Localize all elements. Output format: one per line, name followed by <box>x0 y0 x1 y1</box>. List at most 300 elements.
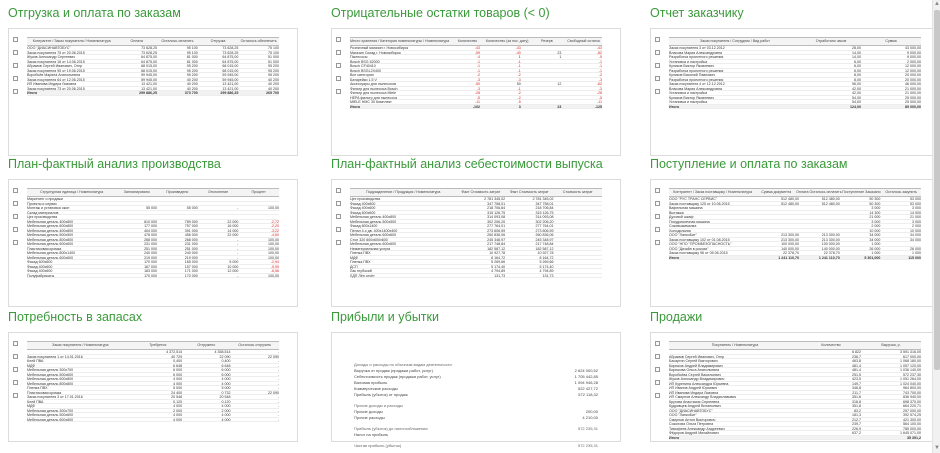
table-cell: 268 000 <box>184 237 198 242</box>
table-cell: ЛДП Лён отчёт <box>350 273 375 278</box>
table-cell <box>554 265 602 269</box>
table-cell: 5 000 <box>221 386 231 390</box>
table-cell: -50 <box>474 82 481 86</box>
expand-icon[interactable] <box>13 188 18 193</box>
table-cell <box>521 96 562 100</box>
table-cell: 5 174,40 <box>539 264 554 269</box>
report-title-link[interactable]: Отчет заказчику <box>650 6 744 20</box>
table-cell: - <box>237 251 239 255</box>
table-cell: Фасад 600х600 <box>27 260 53 264</box>
table-cell: 213 300,00 <box>781 237 800 242</box>
profit-loss-body <box>354 357 598 449</box>
expand-icon[interactable] <box>336 76 341 81</box>
table-cell: - <box>237 237 239 242</box>
table-cell: 251 000 <box>184 246 198 251</box>
table-cell <box>799 215 840 219</box>
report-table <box>669 341 921 440</box>
table-cell: Установка и настройка <box>669 100 708 104</box>
column-header: Резерв <box>541 39 553 44</box>
table-cell: 260 836,06 <box>487 233 506 237</box>
expand-icon[interactable] <box>13 393 18 398</box>
report-preview[interactable] <box>650 332 940 442</box>
table-cell: 1 036 140,00 <box>900 368 921 372</box>
expand-icon[interactable] <box>13 240 18 245</box>
expand-icon[interactable] <box>336 63 341 68</box>
table-cell: Соковыжималка <box>669 224 697 228</box>
table-cell: 4 000 <box>221 404 231 408</box>
table-cell: 21 000 <box>909 215 921 219</box>
expand-icon[interactable] <box>336 89 341 94</box>
table-cell: Холодильник <box>669 228 691 233</box>
pl-label: Доходы и расходы по обычным видам деятельности <box>354 362 452 367</box>
table-cell: 100,00 <box>267 206 279 210</box>
table-cell: Мебельная деталь 800х1400 <box>27 251 76 255</box>
table-cell: 4 000 <box>173 413 183 417</box>
table-cell <box>554 260 602 264</box>
table-cell: 140 000,00 <box>781 246 800 251</box>
expand-icon[interactable] <box>655 227 660 232</box>
table-cell: -3 <box>476 77 481 82</box>
report-preview[interactable] <box>8 28 298 156</box>
table-cell: 743 700,00 <box>903 390 921 395</box>
total-cell: 265 700 <box>265 91 279 95</box>
tree-gutter <box>336 188 346 253</box>
table-cell: 217 748,84 <box>487 242 506 246</box>
table-cell <box>554 238 602 242</box>
expand-icon[interactable] <box>13 227 18 232</box>
table-cell <box>880 242 921 246</box>
table-cell: -1 <box>517 59 521 64</box>
table-cell: 59 945,00 <box>141 73 158 77</box>
table-cell <box>554 202 602 206</box>
expand-icon[interactable] <box>13 214 18 219</box>
report-preview[interactable] <box>331 332 621 448</box>
table-cell: 83,2 <box>854 408 861 413</box>
table-cell: 68 015,00 <box>222 64 239 68</box>
table-cell <box>554 274 602 278</box>
table-cell: - <box>277 381 280 386</box>
table-cell: Фильтр для пылесоса Miele <box>350 91 397 95</box>
column-header: Отгружено <box>197 343 216 348</box>
column-header: Факт Стоимость затрат <box>509 190 549 195</box>
report-header-row <box>350 188 602 197</box>
table-cell: 231 000 <box>144 242 158 246</box>
table-cell: 6,00 <box>854 64 861 68</box>
table-cell: 1 645 071,00 <box>900 431 921 435</box>
table-cell: Цех производства <box>27 215 58 219</box>
table-cell: 13 421,00 <box>141 86 158 91</box>
expand-icon[interactable] <box>655 50 660 55</box>
expand-icon[interactable] <box>13 63 18 68</box>
table-cell: - <box>277 372 280 377</box>
table-cell: 73 628,25 <box>222 46 239 50</box>
table-cell <box>27 350 134 354</box>
total-cell: Итого <box>669 255 680 260</box>
expand-icon[interactable] <box>655 240 660 245</box>
table-cell: 21 000,00 <box>905 91 921 95</box>
table-cell: 347 758,01 <box>487 201 506 206</box>
pl-label: Прочие доходы и расходы <box>354 403 403 408</box>
table-cell: 157 000 <box>184 264 198 269</box>
table-cell: ИП Куренина Александра Юрьевна <box>669 381 729 386</box>
report-header-row <box>27 37 279 46</box>
total-cell: -102 <box>472 104 481 109</box>
table-cell: 964 800,00 <box>903 386 921 390</box>
expand-icon[interactable] <box>336 201 341 206</box>
expand-icon[interactable] <box>336 214 341 219</box>
total-row <box>27 91 279 96</box>
table-cell: -3,22 <box>270 228 279 233</box>
table-cell: 4 000 <box>173 404 183 408</box>
expand-icon[interactable] <box>655 89 660 94</box>
table-cell: 5 269,66 <box>539 260 554 264</box>
report-preview[interactable] <box>8 179 298 307</box>
table-cell: 478 000 <box>144 233 158 237</box>
table-cell: 95 200 <box>186 73 198 77</box>
table-cell: 40 200 <box>267 82 279 86</box>
table-cell: 351,6 <box>852 395 861 399</box>
table-cell: 16 000 <box>227 224 239 228</box>
table-cell: -43 <box>515 46 521 50</box>
total-cell: 124,00 <box>850 104 861 109</box>
table-cell: 302 206,20 <box>535 219 554 224</box>
table-cell: 2 000,00 <box>907 59 921 64</box>
table-cell: 4 794,89 <box>491 269 506 273</box>
table-cell: 5 269,66 <box>491 260 506 264</box>
table-cell: 54,00 <box>852 100 861 104</box>
report-card[interactable] <box>331 6 621 109</box>
expand-icon[interactable] <box>336 240 341 245</box>
table-cell: 95 100 <box>186 50 198 55</box>
table-cell <box>521 64 562 68</box>
report-title-link[interactable]: Потребность в запасах <box>8 310 143 324</box>
expand-icon[interactable] <box>655 76 660 81</box>
pl-value: 200,00 <box>585 409 598 414</box>
table-cell: 50 300 <box>869 201 881 206</box>
table-cell: 1 024 040,00 <box>900 381 921 386</box>
scrollbar-thumb[interactable] <box>934 10 940 370</box>
table-cell <box>554 206 602 210</box>
table-cell: 14,00 <box>852 50 861 55</box>
expand-icon[interactable] <box>655 201 660 206</box>
table-cell: 392 574,25 <box>903 413 921 417</box>
total-cell: 373 700 <box>184 91 198 95</box>
table-cell: 463,8 <box>852 359 861 363</box>
table-cell: 4 000 <box>221 417 231 422</box>
table-cell: 95 200 <box>267 64 279 68</box>
table-cell: Мебельная деталь 500х600 <box>27 372 74 377</box>
report-card[interactable] <box>8 310 298 422</box>
table-cell: 1 <box>559 55 562 59</box>
expand-icon[interactable] <box>655 354 660 359</box>
report-title-link[interactable]: Поступление и оплата по заказам <box>650 157 848 171</box>
table-cell: Магазин Склад г. Новосибирск <box>350 50 401 55</box>
table-cell: -82 <box>596 50 602 55</box>
table-cell: 273 606,59 <box>487 228 506 233</box>
table-cell: МДФ <box>27 363 36 368</box>
table-cell <box>198 197 239 201</box>
table-cell: 100,00 <box>267 237 279 242</box>
column-header: Факт Стоимость затрат <box>461 190 501 195</box>
table-cell: 26 000 <box>909 246 921 251</box>
table-cell: Цех производства <box>350 197 381 201</box>
table-cell: 100 000,00 <box>821 242 840 246</box>
table-cell: 53 000 <box>909 197 921 201</box>
column-header: Требуется <box>149 343 167 348</box>
expand-icon[interactable] <box>655 37 660 42</box>
table-cell: 213 300,00 <box>781 233 800 237</box>
table-cell: 4 372,514 <box>166 350 183 354</box>
table-cell: Разработка проектного решения <box>669 55 724 59</box>
table-cell: Пленка ПВХ <box>350 260 371 264</box>
expand-icon[interactable] <box>336 50 341 55</box>
expand-icon[interactable] <box>13 89 18 94</box>
table-cell: 64 875,00 <box>141 55 158 59</box>
table-cell <box>758 220 799 224</box>
table-cell <box>758 224 799 228</box>
table-cell: 1 068 180,00 <box>900 359 921 363</box>
table-cell: Пластиковая кромка <box>27 390 62 395</box>
pl-value: 4 210,00 <box>582 415 598 420</box>
table-cell: -3 <box>598 77 602 82</box>
table-cell: 10 927,78 <box>489 251 506 255</box>
report-preview[interactable] <box>650 28 940 156</box>
table-cell: Мебельная деталь 400х800 <box>350 215 397 219</box>
table-cell: 2 000 <box>221 408 231 413</box>
table-cell: 182 587,12 <box>535 246 554 251</box>
table-cell: 95 200 <box>267 73 279 77</box>
report-preview[interactable] <box>331 28 621 156</box>
expand-icon[interactable] <box>336 37 341 42</box>
report-preview[interactable] <box>331 179 621 307</box>
table-cell: 59 945,00 <box>222 73 239 77</box>
table-cell: 564 100,00 <box>903 422 921 426</box>
table-cell: 456 000 <box>184 233 198 237</box>
expand-icon[interactable] <box>655 341 660 346</box>
table-cell: -4 <box>476 55 481 59</box>
table-cell: 251 000 <box>144 246 158 251</box>
table-cell <box>554 242 602 246</box>
expand-icon[interactable] <box>655 380 660 385</box>
table-cell: Мебельная деталь 400х800 <box>27 228 74 233</box>
table-cell: 59 945,00 <box>222 77 239 82</box>
table-cell: - <box>277 413 280 417</box>
table-cell: 273 606,59 <box>535 228 554 233</box>
report-card[interactable] <box>331 157 621 278</box>
table-cell: Клей ПВА <box>27 399 44 404</box>
table-cell: 211,7 <box>852 390 861 395</box>
expand-icon[interactable] <box>336 227 341 232</box>
table-cell: 2 781 345,02 <box>532 197 554 201</box>
table-cell: Смирнов Антон Викторович <box>669 417 716 422</box>
table-cell: Bosch BSG 62000 <box>350 59 380 64</box>
table-cell: 404 000 <box>144 228 158 233</box>
table-cell: 75 100 <box>267 50 279 55</box>
table-cell <box>198 202 239 206</box>
table-cell: 43 000,00 <box>905 46 921 50</box>
table-cell: Фасад 600х600 <box>350 210 376 215</box>
table-cell: 40 200 <box>186 77 198 82</box>
table-cell: -1 <box>476 59 481 64</box>
report-preview[interactable] <box>650 179 940 307</box>
expand-icon[interactable] <box>336 188 341 193</box>
table-cell: 64 875,00 <box>222 59 239 64</box>
pl-value: 1 705 442,85 <box>574 374 598 379</box>
report-title-link[interactable]: План-фактный анализ себестоимости выпуска <box>331 157 603 171</box>
pl-row <box>354 432 598 438</box>
table-cell: 9 000,00 <box>907 50 921 55</box>
expand-icon[interactable] <box>13 50 18 55</box>
table-cell: 3 591 316,00 <box>900 350 921 354</box>
table-cell: 218 706,84 <box>487 206 506 210</box>
table-cell: - <box>277 417 280 422</box>
table-cell: 1 051 264,00 <box>900 377 921 381</box>
table-cell: 68 015,00 <box>141 64 158 68</box>
table-cell: 10 000 <box>869 228 881 233</box>
total-cell: Итого <box>350 104 361 109</box>
table-cell: -11 <box>475 100 481 104</box>
table-cell: -5 <box>476 95 481 100</box>
table-cell: Разработка проектного решения <box>669 68 724 73</box>
expand-icon[interactable] <box>655 393 660 398</box>
table-cell: 25 000,00 <box>905 95 921 100</box>
table-cell: 22 090 <box>219 354 231 359</box>
report-table <box>669 37 921 109</box>
expand-icon[interactable] <box>13 37 18 42</box>
table-cell: 347 758,01 <box>535 201 554 206</box>
table-cell <box>554 256 602 260</box>
expand-icon[interactable] <box>13 380 18 385</box>
table-cell: 226,9 <box>852 426 861 431</box>
table-cell: 6 000 <box>173 368 183 372</box>
table-cell: - <box>237 242 239 246</box>
table-cell: 315 126,75 <box>487 210 506 215</box>
scroll-up-icon[interactable]: ▲ <box>934 1 940 7</box>
table-cell: 236,7 <box>852 354 861 359</box>
table-cell: Кудрявцев Андрей Витальевич <box>669 404 721 408</box>
table-cell: - <box>277 377 280 381</box>
table-cell: 100,00 <box>267 273 279 278</box>
table-cell: - <box>237 255 239 260</box>
report-card[interactable] <box>8 157 298 278</box>
table-cell: 96,00 <box>852 82 861 86</box>
column-header: Поступление Заказано <box>842 190 881 195</box>
table-cell: ООО "Дизайн в россии" <box>669 246 709 251</box>
column-header: Место хранения / Категория номенклатуры / Номенклатура <box>350 39 450 44</box>
table-cell: 1 057 120,00 <box>900 363 921 368</box>
report-card[interactable] <box>331 310 621 448</box>
table-cell: 218 706,84 <box>535 206 554 210</box>
expand-icon[interactable] <box>655 63 660 68</box>
table-cell: 421 300,00 <box>903 417 921 422</box>
table-cell: Бирюков Андрей Владимирович <box>669 363 723 368</box>
table-cell: 481,4 <box>852 363 861 368</box>
report-title-link[interactable]: Отгрузка и оплата по заказам <box>8 6 181 20</box>
total-cell: Итого <box>27 91 38 95</box>
report-title-link[interactable]: Прибыли и убытки <box>331 310 439 324</box>
table-cell <box>238 202 279 206</box>
table-cell: Заказ покупателя 16 от 14.06.2015 <box>27 59 85 64</box>
report-preview[interactable] <box>8 332 298 442</box>
report-title-link[interactable]: План-фактный анализ производства <box>8 157 221 171</box>
expand-icon[interactable] <box>13 201 18 206</box>
table-cell: - <box>237 273 239 278</box>
total-cell: 299 886,25 <box>220 91 239 95</box>
table-cell: Установка и настройка <box>669 91 708 95</box>
table-cell <box>758 229 799 233</box>
expand-icon[interactable] <box>13 341 18 346</box>
table-row <box>27 418 279 423</box>
report-card[interactable] <box>650 310 940 440</box>
table-cell: 100,00 <box>267 246 279 251</box>
table-cell: 170 000 <box>184 273 198 278</box>
table-cell: 0,120 <box>173 399 183 404</box>
expand-icon[interactable] <box>13 354 18 359</box>
column-header: Осталось закупить <box>885 190 917 195</box>
table-cell <box>554 229 602 233</box>
table-cell: 6 648 <box>221 363 231 368</box>
column-header: Оплата <box>130 39 143 44</box>
table-cell <box>521 87 562 91</box>
table-cell: 1 <box>518 55 521 59</box>
column-header: Запланировано <box>123 190 150 195</box>
table-cell: 42,00 <box>852 86 861 91</box>
table-cell: - <box>277 368 280 372</box>
table-cell: 13 421,00 <box>141 82 158 86</box>
table-cell: - <box>277 395 280 399</box>
table-cell: Фёдоров Андрей Михайлович <box>669 431 719 435</box>
table-cell: 212,7 <box>852 417 861 422</box>
table-cell <box>799 229 840 233</box>
report-card[interactable] <box>650 6 940 109</box>
expand-icon[interactable] <box>13 367 18 372</box>
report-table <box>27 341 279 422</box>
report-card[interactable] <box>650 157 940 260</box>
report-card[interactable] <box>8 6 298 95</box>
table-cell: Абрамов Сергей Иванович, Отпр <box>669 354 725 359</box>
report-title-link[interactable]: Отрицательные остатки товаров (< 0) <box>331 6 550 20</box>
table-cell: 10 000 <box>909 228 921 233</box>
expand-icon[interactable] <box>655 214 660 219</box>
table-cell <box>669 350 801 354</box>
report-header-row <box>350 37 602 46</box>
table-cell: Фасад 400х600 <box>27 264 53 269</box>
table-cell: 34 000 <box>909 233 921 237</box>
table-cell: 165 000 <box>184 260 198 264</box>
table-cell: 50 <box>516 82 521 86</box>
scroll-down-icon[interactable]: ▼ <box>934 445 940 451</box>
table-cell: 100,00 <box>267 242 279 246</box>
table-cell: 12 000 <box>227 269 239 273</box>
expand-icon[interactable] <box>13 76 18 81</box>
vertical-scrollbar[interactable] <box>932 0 940 453</box>
table-cell: Заказ покупателя 1 от 14.01.2016 <box>27 354 83 359</box>
table-cell: 6 000 <box>221 368 231 372</box>
total-cell: 299 886,25 <box>139 91 158 95</box>
table-row <box>350 274 602 279</box>
table-cell: Аксессуары для пылесосов <box>350 82 397 86</box>
table-cell: Мебельная деталь 600х600 <box>27 242 74 246</box>
table-cell: 512 480,00 <box>821 201 840 206</box>
table-cell: 617 000,00 <box>903 354 921 359</box>
table-cell: 4 000 <box>173 417 183 422</box>
table-cell: 0 732 <box>221 390 231 395</box>
expand-icon[interactable] <box>655 188 660 193</box>
pl-row <box>354 392 598 398</box>
report-title-link[interactable]: Продажи <box>650 310 703 324</box>
expand-icon[interactable] <box>655 367 660 372</box>
table-cell: 785 000,00 <box>903 426 921 431</box>
